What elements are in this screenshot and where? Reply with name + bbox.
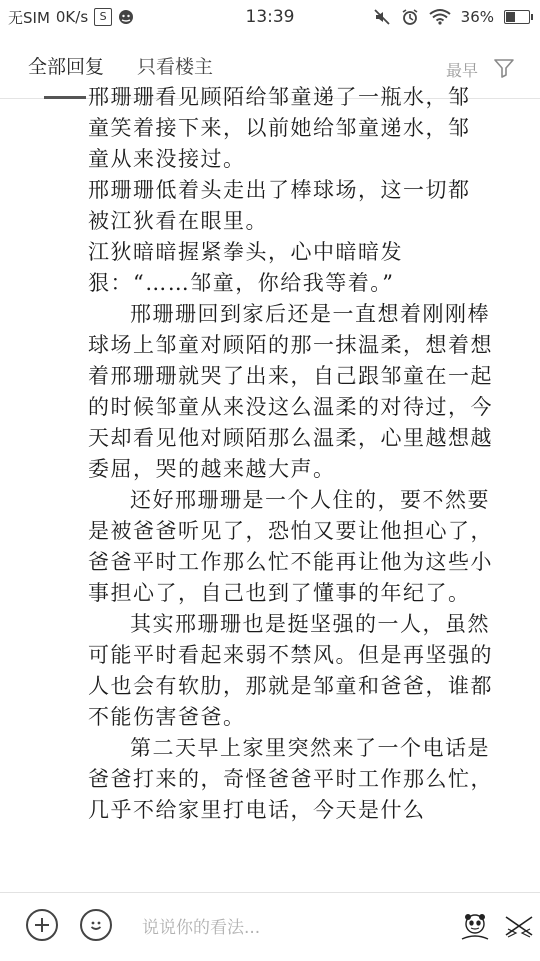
status-bar bbox=[0, 0, 540, 34]
sim-icon-letter: S bbox=[99, 10, 107, 23]
tab-all-replies[interactable]: 全部回复 bbox=[28, 56, 105, 78]
sticker-crossed[interactable] bbox=[500, 907, 538, 945]
sticker-panda[interactable] bbox=[456, 907, 494, 945]
reply-input[interactable] bbox=[140, 915, 444, 941]
text-line: 狠：“……邹童，你给我等着。” bbox=[88, 271, 395, 295]
emoji-icon[interactable] bbox=[80, 909, 112, 941]
carrier-label: 无SIM bbox=[8, 8, 50, 27]
reply-composer bbox=[0, 892, 540, 961]
status-right bbox=[373, 8, 530, 26]
tab-only-op[interactable]: 只看楼主 bbox=[137, 56, 214, 78]
text-line: 邢珊珊看见顾陌给邹童递了一瓶水，邹 bbox=[88, 85, 471, 109]
text-paragraph: 第二天早上家里突然来了一个电话是爸爸打来的，奇怪爸爸平时工作那么忙，几乎不给家里打电话，今天是什么 bbox=[88, 736, 493, 822]
battery-percent: 36% bbox=[460, 8, 494, 26]
text-paragraph: 其实邢珊珊也是挺坚强的一人，虽然可能平时看起来弱不禁风。但是再坚强的人也会有软肋，那就是邹童和爸爸，谁都不能伤害爸爸。 bbox=[88, 612, 493, 729]
text-line: 童从来没接过。 bbox=[88, 147, 246, 171]
sort-order-button[interactable]: 最早 bbox=[445, 61, 478, 80]
post-content bbox=[0, 85, 540, 892]
battery-icon bbox=[504, 10, 530, 24]
text-line: 邢珊珊低着头走出了棒球场，这一切都 bbox=[88, 178, 471, 202]
text-line: 童笑着接下来，以前她给邹童递水，邹 bbox=[88, 116, 471, 140]
network-speed: 0K/s bbox=[55, 8, 89, 26]
battery-fill bbox=[506, 12, 515, 22]
wifi-icon bbox=[429, 9, 451, 25]
filter-icon[interactable] bbox=[492, 56, 516, 80]
clock: 13:39 bbox=[245, 7, 295, 27]
mute-icon bbox=[373, 8, 391, 26]
add-icon[interactable] bbox=[26, 909, 58, 941]
alarm-icon bbox=[401, 8, 419, 26]
text-paragraph: 邢珊珊回到家后还是一直想着刚刚棒球场上邹童对顾陌的那一抹温柔，想着想着邢珊珊就哭了出来，自己跟邹童在一起的时候邹童从来没这么温柔的对待过，今天却看见他对顾陌那么温柔，心里越想越委屈，哭的越来越大声。 bbox=[88, 302, 493, 481]
text-paragraph: 还好邢珊珊是一个人住的，要不然要是被爸爸听见了，恐怕又要让他担心了，爸爸平时工作那么忙不能再让他为这些小事担心了，自己也到了懂事的年纪了。 bbox=[88, 488, 493, 605]
post-text bbox=[88, 82, 506, 826]
text-line: 被江狄看在眼里。 bbox=[88, 209, 268, 233]
text-line: 江狄暗暗握紧拳头，心中暗暗发 bbox=[88, 240, 403, 264]
